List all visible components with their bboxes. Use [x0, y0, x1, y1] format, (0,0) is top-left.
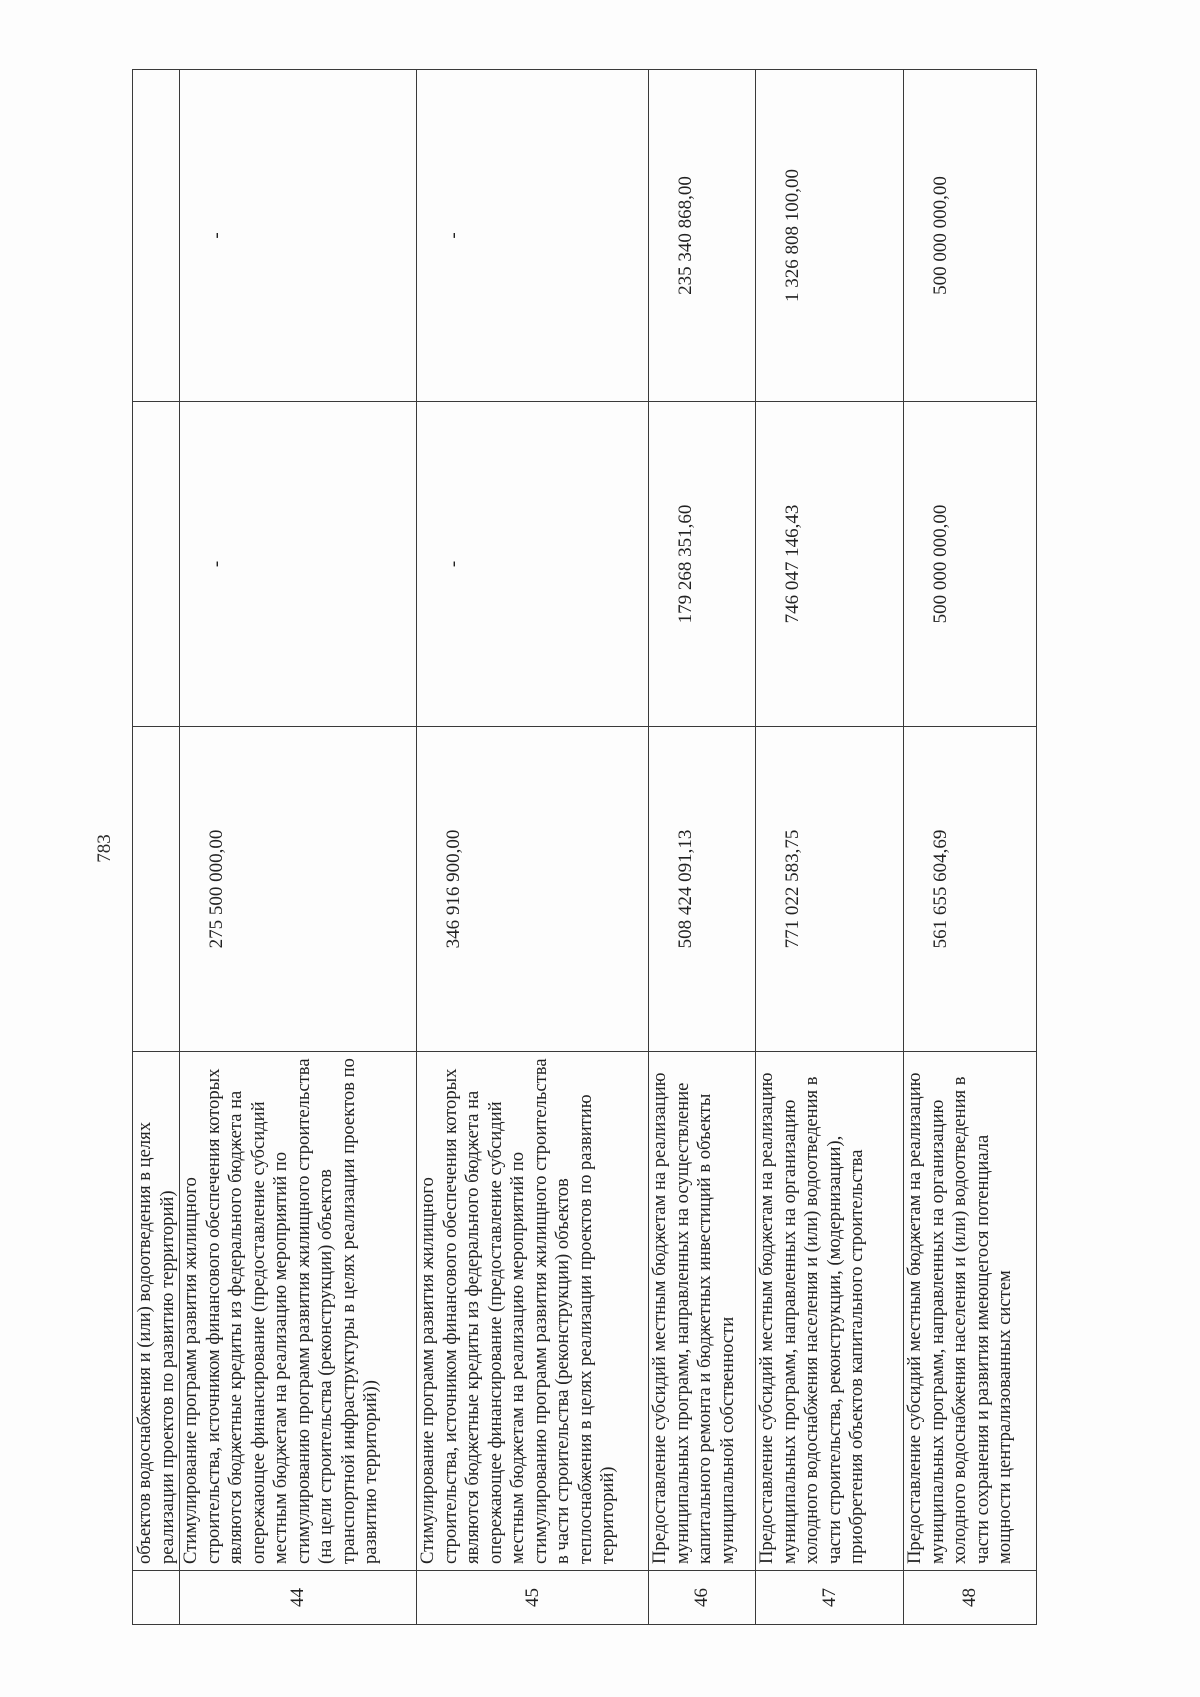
row-value-3: 1 326 808 100,00 — [755, 69, 903, 401]
row-number: 47 — [755, 1570, 903, 1624]
row-description: Стимулирование программ развития жилищного строительства, источником финансового обеспечения которых являются бюджетные кредиты из федерального бюджета на опережающее финансирование (предоставление субсидий местным бюджетам на реализацию мероприятий по стимулированию программ развития жилищного строительства (на цели строительства (реконструкции) объектов транспортной инфраструктуры в целях реализации проектов по развитию территорий)) — [179, 1051, 416, 1570]
row-value-3: - — [179, 69, 416, 401]
row-value-2: - — [416, 401, 648, 726]
row-value-3: 500 000 000,00 — [903, 69, 1036, 401]
row-description: объектов водоснабжения и (или) водоотведения в целях реализации проектов по развитию территорий) — [132, 1051, 179, 1570]
row-number — [132, 1570, 179, 1624]
table-row — [179, 69, 416, 1624]
row-value-1: 508 424 091,13 — [648, 726, 755, 1051]
row-number: 44 — [179, 1570, 416, 1624]
row-description: Предоставление субсидий местным бюджетам на реализацию муниципальных программ, направленных на организацию холодного водоснабжения населения и (или) водоотведения в части строительства, реконструкции, (модернизации), приобретения объектов капитального строительства — [755, 1051, 903, 1570]
table-row — [416, 69, 648, 1624]
row-value-1: 346 916 900,00 — [416, 726, 648, 1051]
table-row — [648, 69, 755, 1624]
row-value-2: 179 268 351,60 — [648, 401, 755, 726]
page-number: 783 — [93, 833, 115, 863]
table-row — [755, 69, 903, 1624]
row-value-2: - — [179, 401, 416, 726]
row-description: Предоставление субсидий местным бюджетам на реализацию муниципальных программ, направленных на осуществление капитального ремонта и бюджетных инвестиций в объекты муниципальной собственности — [648, 1051, 755, 1570]
row-value-1: 275 500 000,00 — [179, 726, 416, 1051]
row-number: 48 — [903, 1570, 1036, 1624]
row-value-1: 771 022 583,75 — [755, 726, 903, 1051]
row-number: 45 — [416, 1570, 648, 1624]
row-number: 46 — [648, 1570, 755, 1624]
budget-table — [132, 69, 1037, 1625]
row-value-1: 561 655 604,69 — [903, 726, 1036, 1051]
row-value-2 — [132, 401, 179, 726]
row-value-2: 500 000 000,00 — [903, 401, 1036, 726]
row-value-3: - — [416, 69, 648, 401]
row-value-3: 235 340 868,00 — [648, 69, 755, 401]
row-value-3 — [132, 69, 179, 401]
rotated-page-content — [79, 60, 1122, 1637]
row-description: Стимулирование программ развития жилищного строительства, источником финансового обеспечения которых являются бюджетные кредиты из федерального бюджета на опережающее финансирование (предоставление субсидий местным бюджетам на реализацию мероприятий по стимулированию программ развития жилищного строительства в части строительства (реконструкции) объектов теплоснабжения в целях реализации проектов по развитию территорий) — [416, 1051, 648, 1570]
row-value-1 — [132, 726, 179, 1051]
row-description: Предоставление субсидий местным бюджетам на реализацию муниципальных программ, направленных на организацию холодного водоснабжения населения и (или) водоотведения в части сохранения и развития имеющегося потенциала мощности централизованных систем — [903, 1051, 1036, 1570]
table-row — [903, 69, 1036, 1624]
row-value-2: 746 047 146,43 — [755, 401, 903, 726]
table-row — [132, 69, 179, 1624]
